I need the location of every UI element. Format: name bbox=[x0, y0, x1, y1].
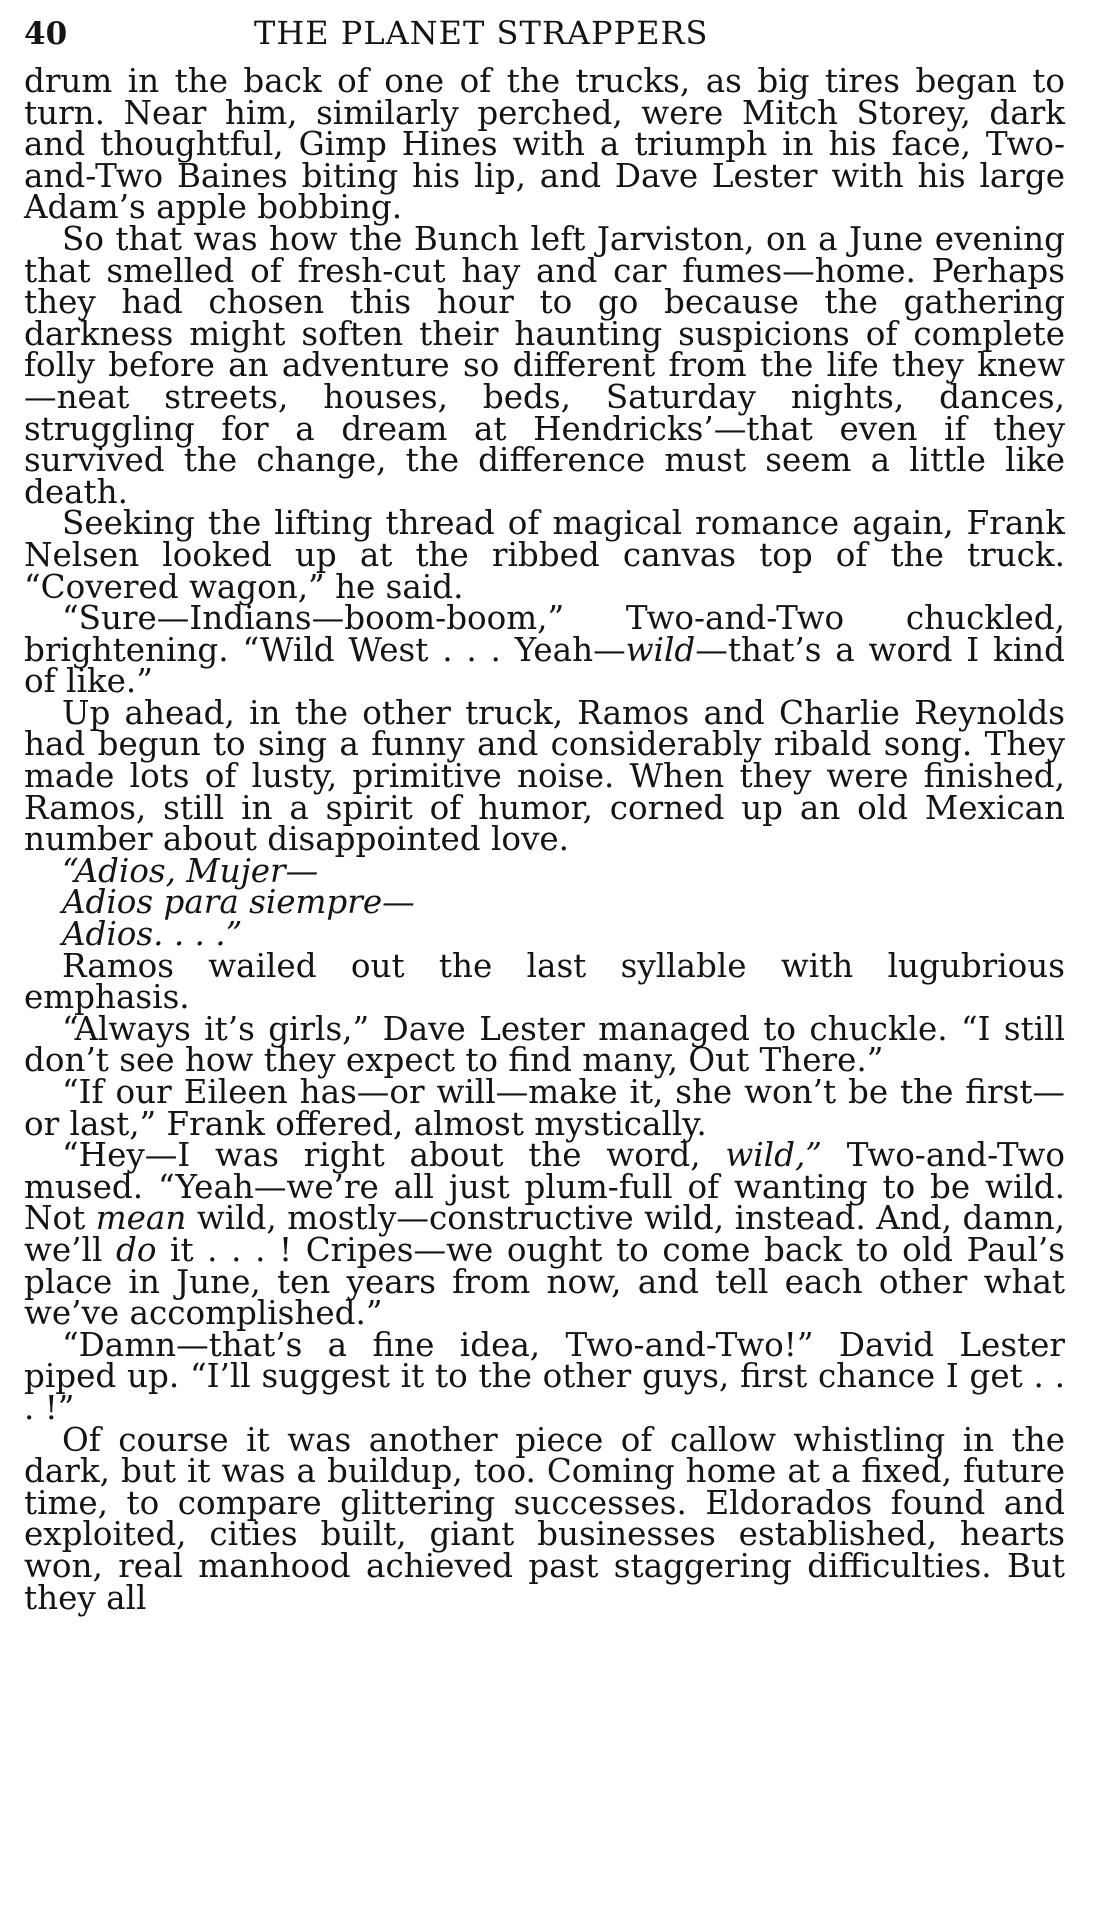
text-run: it . . . ! Cripes—we ought to come back to old Paul’s place in June, ten years from now, and tell each other what we’ve accomplished.” bbox=[24, 1230, 1065, 1333]
paragraph bbox=[24, 599, 1065, 701]
paragraph bbox=[24, 1009, 1065, 1080]
paragraph bbox=[24, 946, 1065, 1017]
paragraph bbox=[24, 1325, 1065, 1427]
text-run: drum in the back of one of the trucks, as big tires began to turn. Near him, similarly perched, were Mitch Storey, dark and thoughtful, Gimp Hines with a triumph in his face, Two-and-Two Baines biting his lip, and Dave Lester with his large Adam’s apple bobbing. bbox=[24, 62, 1065, 227]
paragraph bbox=[24, 1073, 1065, 1143]
text-run: —that’s a word I kind of like.” bbox=[24, 630, 1065, 701]
text-run: Up ahead, in the other truck, Ramos and Charlie Reynolds had begun to sing a funny and considerably ribald song. They made lots of lusty, primitive noise. When they were finished, Ramos, still in a spirit of humor, corned up an old Mexican number about disappointed love. bbox=[24, 693, 1065, 859]
body-text bbox=[24, 62, 1065, 1617]
text-run: Of course it was another piece of callow whistling in the dark, but it was a buildup, too. Coming home at a fixed, future time, to compare glittering successes. Eldorados found and exploited, cities built, giant businesses established, hearts won, real manhood achieved past staggering difficulties. But they all bbox=[24, 1420, 1065, 1617]
text-run: “Sure—Indians—boom-boom,” Two-and-Two chuckled, brightening. “Wild West . . . Yeah— bbox=[24, 599, 1065, 669]
text-run: “Adios, Mujer— bbox=[62, 851, 319, 890]
text-run: Seeking the lifting thread of magical romance again, Frank Nelsen looked up at the ribbed canvas top of the truck. “Covered wagon,” he said. bbox=[24, 504, 1065, 606]
text-run: Adios para siempre— bbox=[62, 883, 415, 922]
text-run: So that was how the Bunch left Jarviston, on a June evening that smelled of fresh-cut hay and car fumes—home. Perhaps they had chosen this hour to go because the gathering darkness might soften their haunting suspicions of complete folly before an adventure so different from the life they knew—neat streets, houses, beds, Saturday nights, dances, struggling for a dream at Hendricks’—that even if they survived the change, the difference must seem a little like death. bbox=[24, 219, 1065, 511]
running-title: THE PLANET STRAPPERS bbox=[254, 14, 709, 52]
text-run: “Damn—that’s a fine idea, Two-and-Two!” David Lester piped up. “I’ll suggest it to the other guys, first chance I get . . . !” bbox=[24, 1325, 1065, 1427]
paragraph bbox=[24, 62, 1065, 227]
paragraph bbox=[24, 1420, 1065, 1617]
text-run: Ramos wailed out the last syllable with lugubrious emphasis. bbox=[24, 946, 1065, 1017]
text-run: Two-and-Two mused. “Yeah—we’re all just plum-full of wanting to be wild. Not bbox=[24, 1136, 1065, 1238]
text-run: “If our Eileen has—or will—make it, she won’t be the first—or last,” Frank offered, almost mystically. bbox=[24, 1073, 1065, 1143]
paragraph bbox=[24, 504, 1065, 606]
paragraph bbox=[24, 1136, 1065, 1333]
text-run: “Always it’s girls,” Dave Lester managed to chuckle. “I still don’t see how they expect to find many, Out There.” bbox=[24, 1009, 1065, 1080]
italic-run: wild bbox=[625, 630, 696, 669]
italic-run: wild,” bbox=[725, 1136, 822, 1175]
paragraph bbox=[24, 693, 1065, 859]
italic-run: do bbox=[115, 1230, 157, 1269]
text-run: Adios. . . .” bbox=[62, 915, 243, 954]
text-run: “Hey—I was right about the word, bbox=[62, 1136, 726, 1175]
page-number: 40 bbox=[24, 16, 68, 52]
italic-run: mean bbox=[95, 1199, 187, 1238]
text-run: wild, mostly—constructive wild, instead. And, damn, we’ll bbox=[24, 1199, 1065, 1269]
paragraph bbox=[24, 219, 1065, 511]
page-header bbox=[24, 14, 1065, 66]
